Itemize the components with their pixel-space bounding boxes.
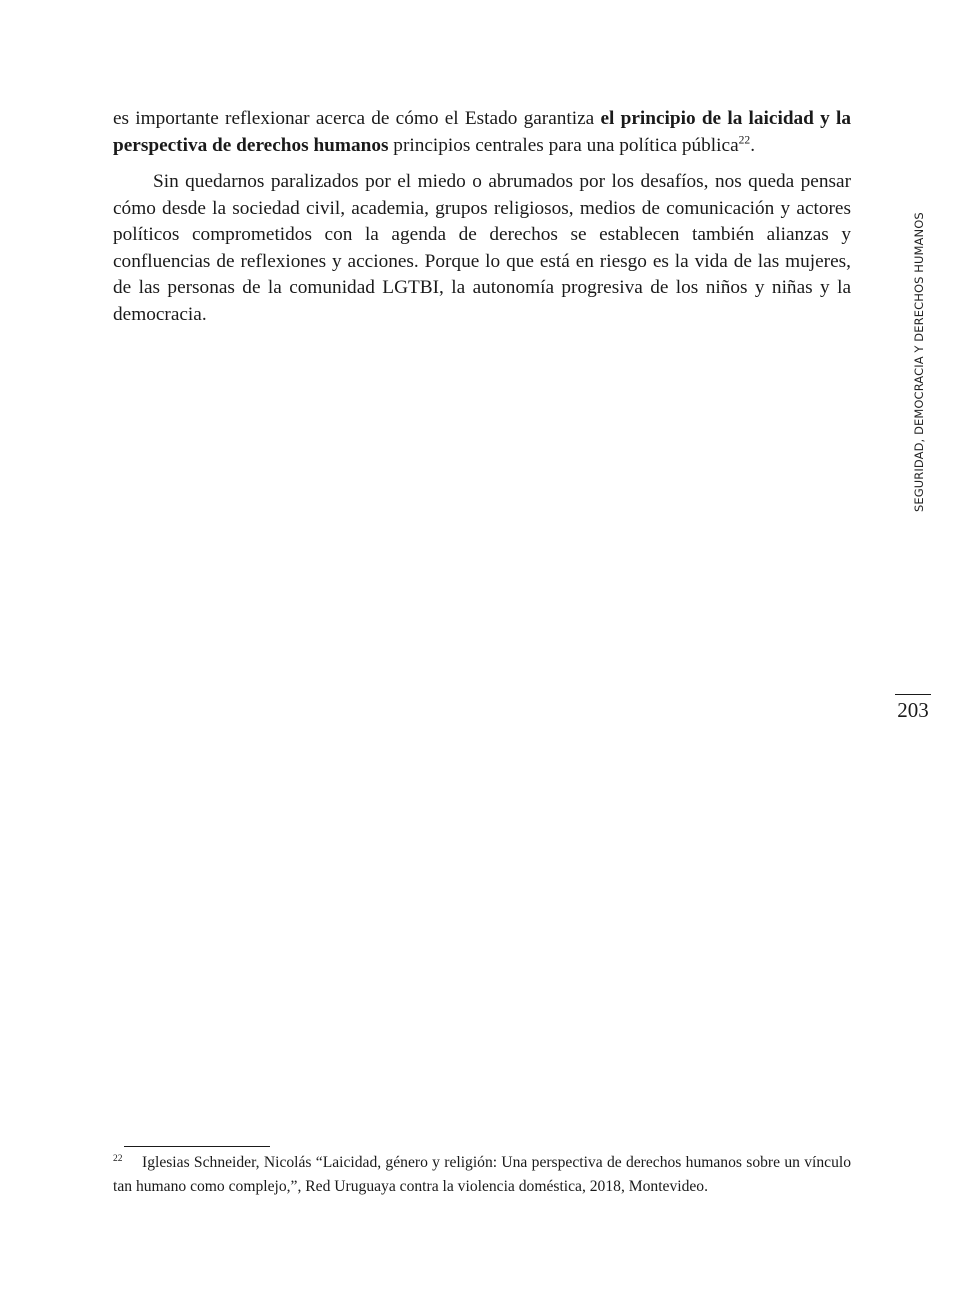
paragraph-2: Sin quedarnos paralizados por el miedo o abrumados por los desafíos, nos queda pensar cómo desde la sociedad civil, academia, grupos religiosos, medios de comunicación y actores políticos comprometidos con la agenda de derechos se establecen también alianzas y confluencias de reflexiones y acciones. Porque lo que está en riesgo es la vida de las mujeres, de las personas de la comunidad LGTBI, la autonomía progresiva de los niños y niñas y la democracia. xyxy=(113,171,851,325)
footnote: 22 Iglesias Schneider, Nicolás “Laicidad, género y religión: Una perspectiva de derechos humanos sobre un vínculo tan humano como complejo,”, Red Uruguaya contra la violencia doméstica, 2018, Montevideo. xyxy=(113,1154,851,1195)
footnote-separator xyxy=(124,1146,270,1147)
page-number-rule xyxy=(895,694,931,695)
footnote-text: Iglesias Schneider, Nicolás “Laicidad, género y religión: Una perspectiva de derechos humanos sobre un vínculo tan humano como complejo,”, Red Uruguaya contra la violencia doméstica, 2018, Montevideo. xyxy=(113,1154,851,1195)
paragraph-1-text-middle: principios centrales para una política pública xyxy=(388,134,739,156)
paragraph-1-text-start: es importante reflexionar acerca de cómo el Estado garantiza xyxy=(113,108,601,129)
page-number: 203 xyxy=(897,698,929,722)
running-head: SEGURIDAD, DEMOCRACIA Y DERECHOS HUMANOS xyxy=(912,212,926,512)
paragraph-1-bold-phrase: el principio de la laicidad y la perspectiva de derechos humanos xyxy=(113,108,851,156)
paragraph-1-text-end: . xyxy=(750,134,756,156)
body-text xyxy=(113,106,851,328)
paragraph-1 xyxy=(113,106,851,159)
footnote-reference: 22 xyxy=(738,133,751,147)
